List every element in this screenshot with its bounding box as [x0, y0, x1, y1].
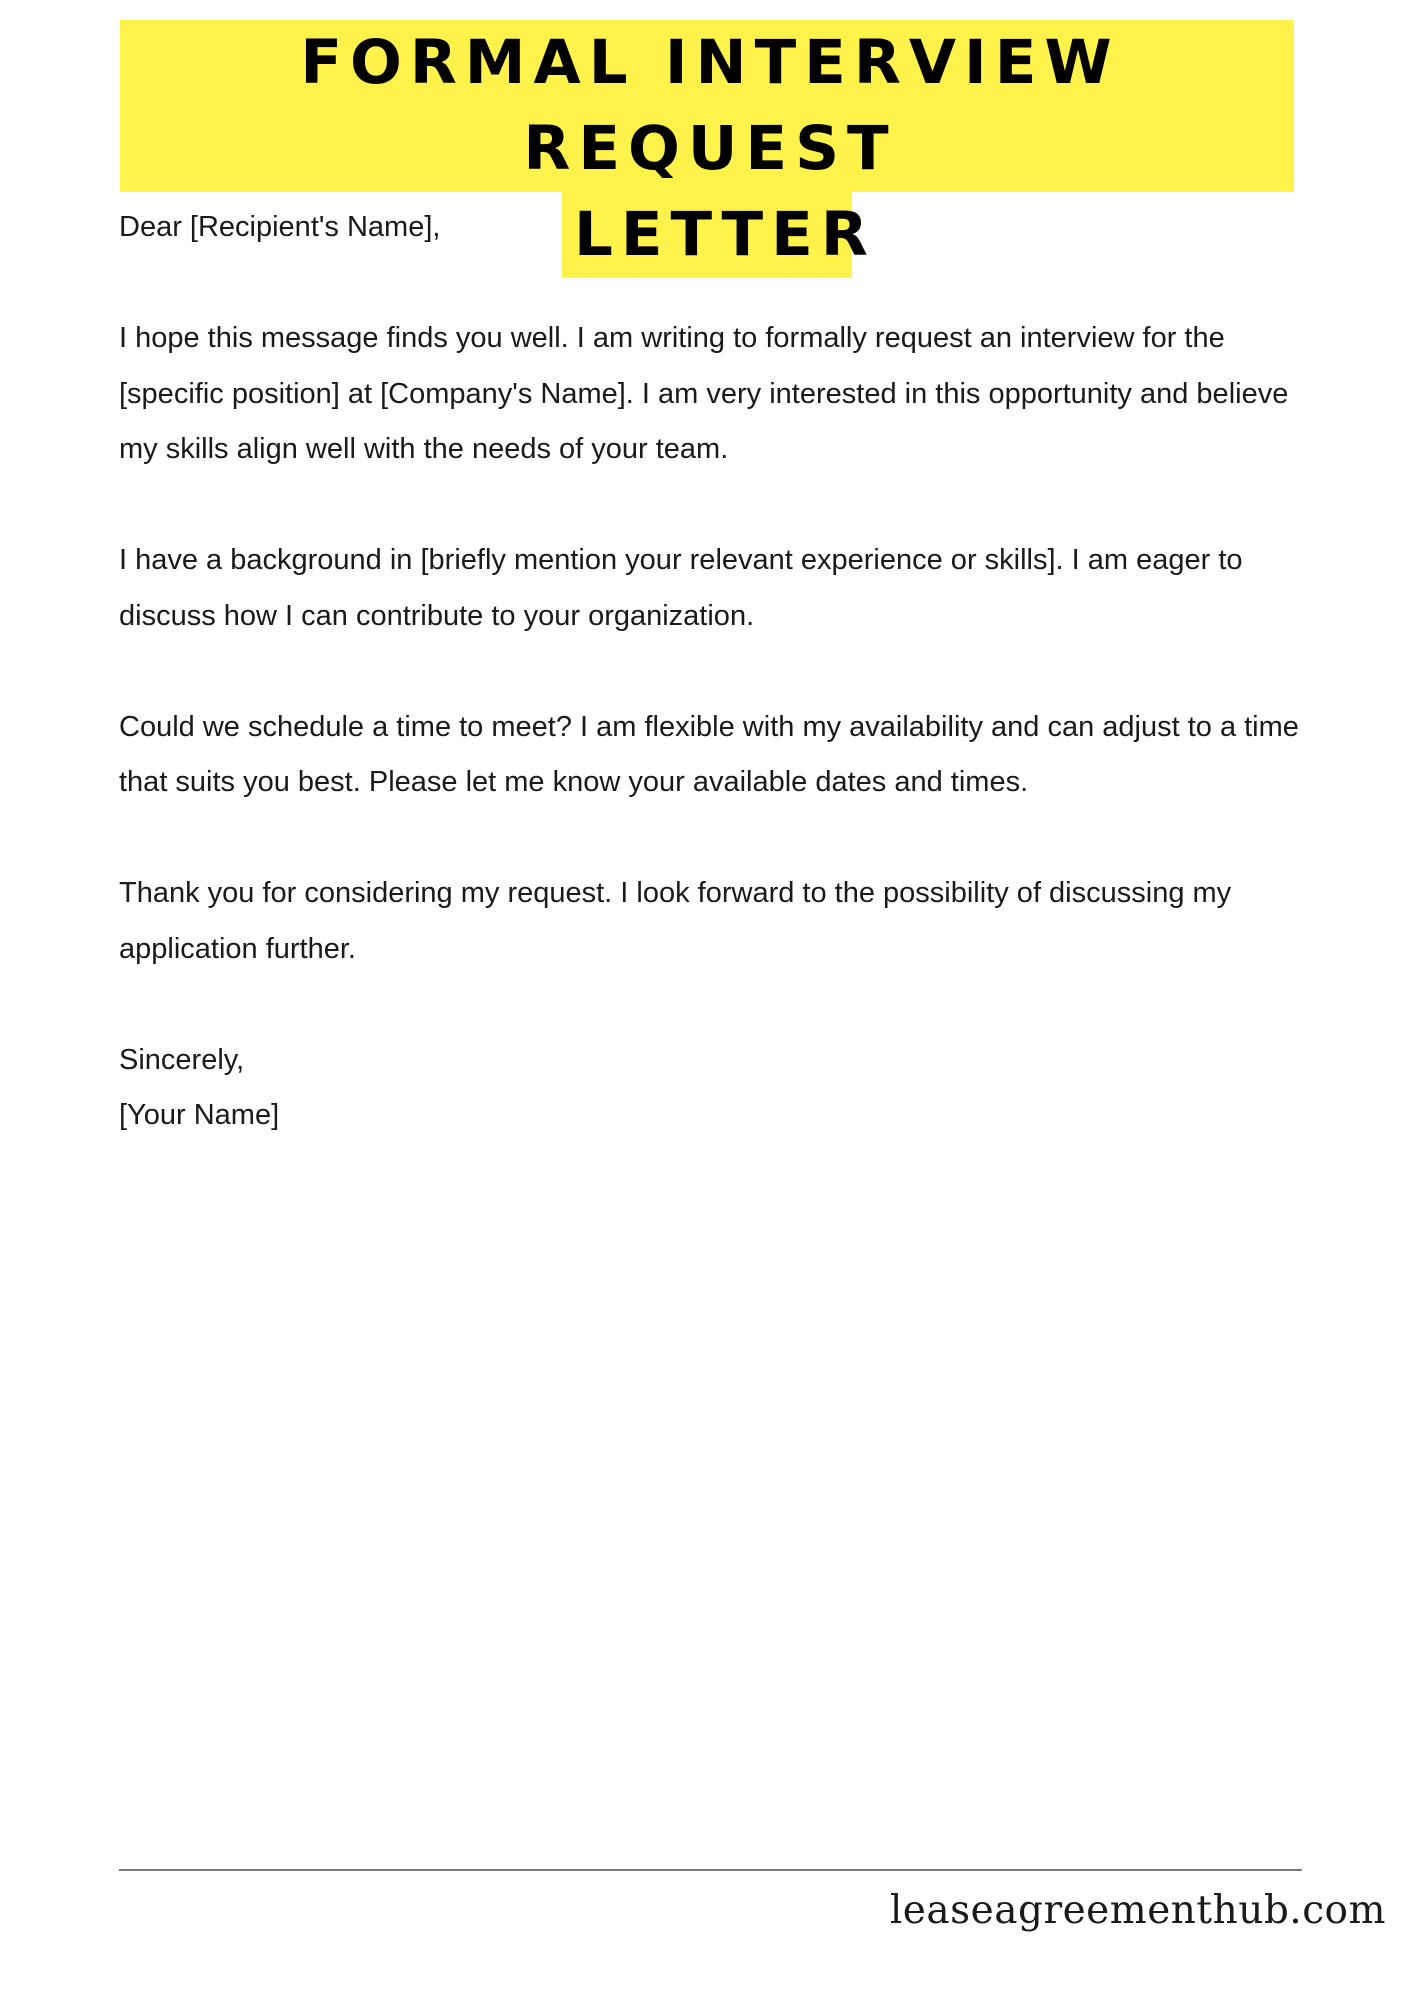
paragraph-schedule: Could we schedule a time to meet? I am flexible with my availability and can adjust to a time that suits you best. Please let me know your available dates and times. [119, 710, 1299, 798]
signature-placeholder: [Your Name] [119, 1099, 280, 1131]
website-footer: leaseagreementhub.com [889, 1888, 1386, 1933]
closing: Sincerely, [119, 1043, 245, 1076]
title-line-2: LETTER [562, 192, 852, 278]
paragraph-intro: I hope this message finds you well. I am writing to formally request an interview for the [specific position] at [Company's Name]. I am very interested in this opportunity and believe my skills align well with the needs of your team. [119, 322, 1289, 465]
footer-divider [119, 1869, 1302, 1871]
salutation: Dear [Recipient's Name], [119, 211, 441, 243]
paragraph-background: I have a background in [briefly mention your relevant experience or skills]. I am eager to discuss how I can contribute to your organization. [119, 544, 1243, 632]
letter-body [119, 200, 1309, 1144]
title-line-1: FORMAL INTERVIEW REQUEST [120, 20, 1294, 192]
paragraph-thanks: Thank you for considering my request. I look forward to the possibility of discussing my application further. [119, 877, 1232, 965]
